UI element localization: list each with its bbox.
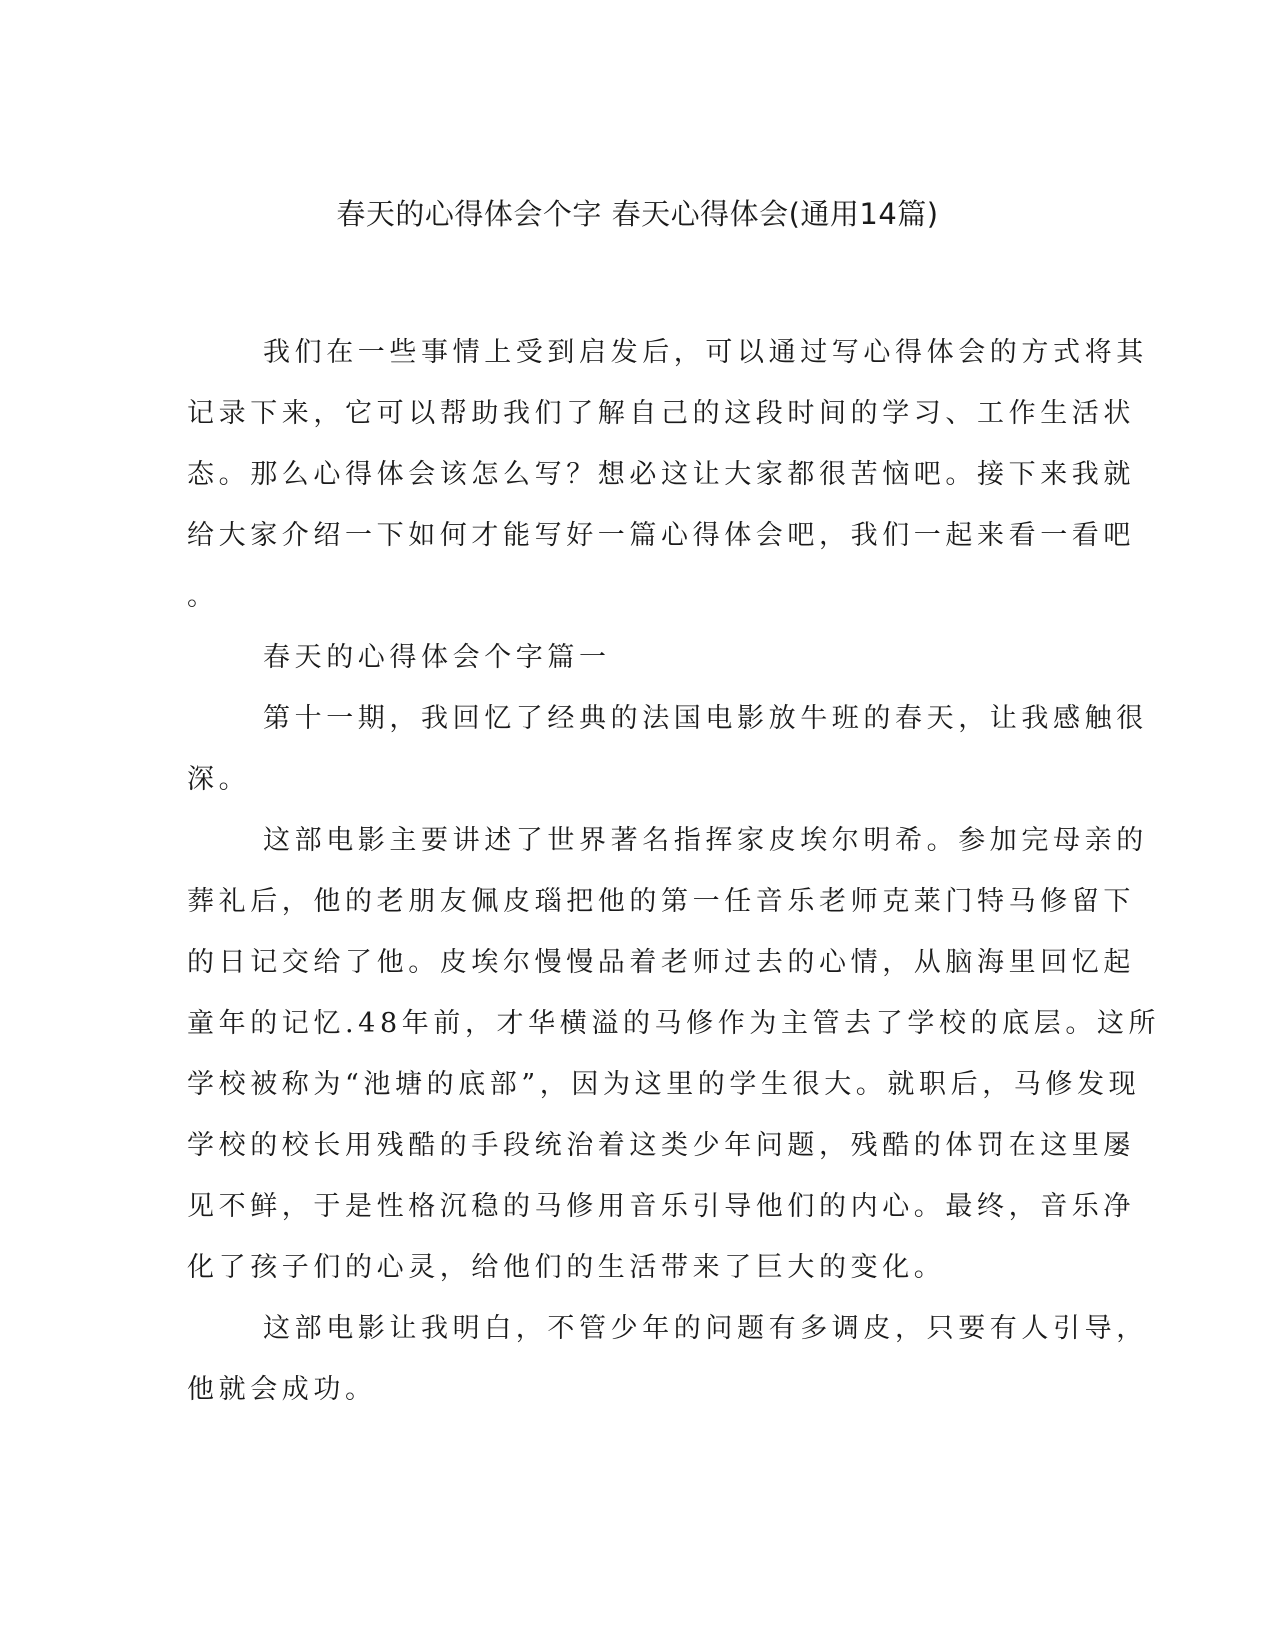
- section-heading: 春天的心得体会个字篇一: [263, 642, 611, 673]
- text-line: 给大家介绍一下如何才能写好一篇心得体会吧，我们一起来看一看吧: [187, 520, 1135, 551]
- text-line: 态。那么心得体会该怎么写？想必这让大家都很苦恼吧。接下来我就: [187, 459, 1135, 490]
- document-body: [187, 322, 1161, 1420]
- text-line: 他就会成功。: [187, 1374, 377, 1405]
- text-line: 。: [187, 581, 219, 612]
- text-line: 化了孩子们的心灵，给他们的生活带来了巨大的变化。: [187, 1252, 946, 1283]
- text-line: 见不鲜，于是性格沉稳的马修用音乐引导他们的内心。最终，音乐净: [187, 1191, 1135, 1222]
- text-line: 葬礼后，他的老朋友佩皮瑙把他的第一任音乐老师克莱门特马修留下: [187, 886, 1135, 917]
- text-line: 学校的校长用残酷的手段统治着这类少年问题，残酷的体罚在这里屡: [187, 1130, 1135, 1161]
- text-line: 记录下来，它可以帮助我们了解自己的这段时间的学习、工作生活状: [187, 398, 1135, 429]
- text-line: 我们在一些事情上受到启发后，可以通过写心得体会的方式将其: [263, 337, 1148, 368]
- text-line: 第十一期，我回忆了经典的法国电影放牛班的春天，让我感触很: [263, 703, 1148, 734]
- text-line: 这部电影主要讲述了世界著名指挥家皮埃尔明希。参加完母亲的: [263, 825, 1148, 856]
- text-line: 童年的记忆.48年前，才华横溢的马修作为主管去了学校的底层。这所: [187, 1008, 1161, 1039]
- text-line: 的日记交给了他。皮埃尔慢慢品着老师过去的心情，从脑海里回忆起: [187, 947, 1135, 978]
- text-line: 这部电影让我明白，不管少年的问题有多调皮，只要有人引导，: [263, 1313, 1148, 1344]
- document-title: 春天的心得体会个字 春天心得体会(通用14篇): [336, 197, 939, 231]
- text-line: 学校被称为“池塘的底部”，因为这里的学生很大。就职后，马修发现: [187, 1069, 1141, 1100]
- text-line: 深。: [187, 764, 251, 795]
